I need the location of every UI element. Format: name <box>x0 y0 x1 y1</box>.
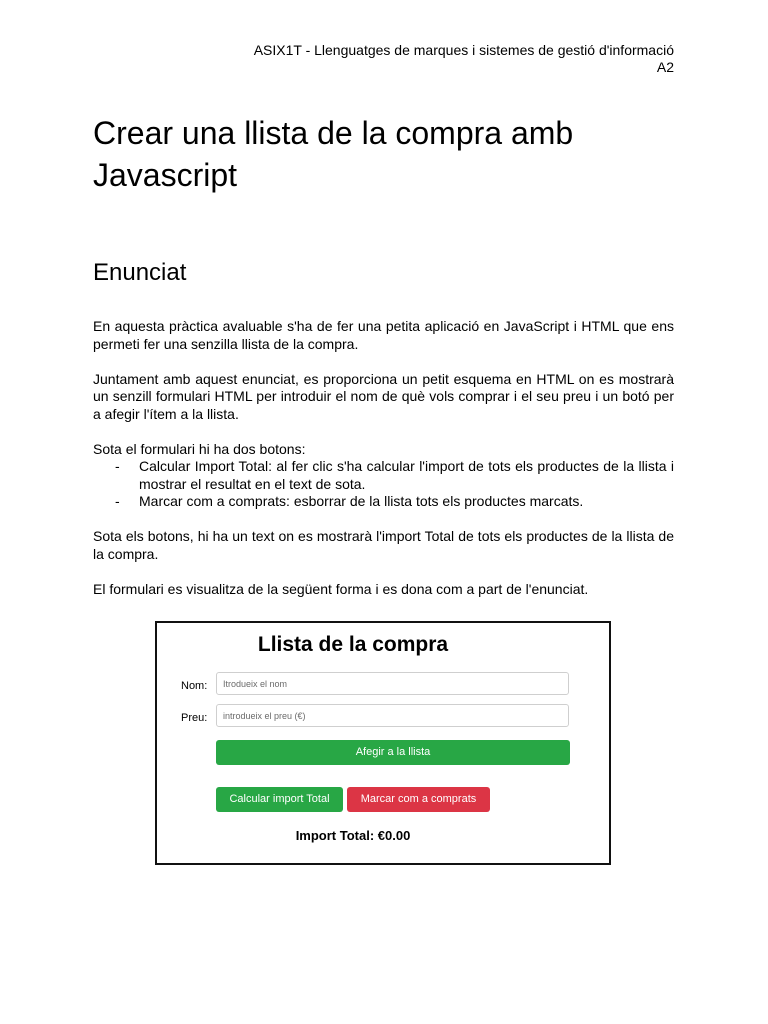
page-header <box>93 42 674 76</box>
mark-purchased-button[interactable]: Marcar com a comprats <box>347 787 490 812</box>
list-item-text: Marcar com a comprats: esborrar de la llista tots els productes marcats. <box>139 493 584 509</box>
form-title: Llista de la compra <box>257 633 449 656</box>
dash-bullet: - <box>115 493 120 509</box>
document-title: Crear una llista de la compra amb Javascript <box>93 115 574 193</box>
paragraph-form-visualization: El formulari es visualitza de la següent forma i es dona com a part de l'enunciat. <box>93 580 589 597</box>
section-heading: Enunciat <box>93 259 187 286</box>
dash-bullet: - <box>115 458 120 474</box>
form-screenshot-figure <box>155 621 611 865</box>
add-to-list-button[interactable]: Afegir a la llista <box>216 740 570 765</box>
list-item-text: Calcular Import Total: al fer clic s'ha calcular l'import de tots els productes de la llista i mostrar el resultat en el text de sota. <box>139 458 674 492</box>
price-label: Preu: <box>181 712 208 724</box>
header-course-line: ASIX1T - Llenguatges de marques i sistemes de gestió d'informació <box>253 42 674 58</box>
price-input[interactable] <box>216 704 569 727</box>
list-item <box>93 493 674 511</box>
paragraph-intro: En aquesta pràctica avaluable s'ha de fer una petita aplicació en JavaScript i HTML que ens permeti fer una senzilla llista de la compra. <box>93 318 674 352</box>
paragraph-buttons-intro: Sota el formulari hi ha dos botons: <box>93 440 306 457</box>
buttons-list <box>93 458 674 511</box>
name-label: Nom: <box>181 680 208 692</box>
calculate-total-button[interactable]: Calcular import Total <box>216 787 343 812</box>
paragraph-form-description: Juntament amb aquest enunciat, es proporciona un petit esquema en HTML on es mostrarà un senzill formulari HTML per introduir el nom de què vols comprar i el seu preu i un botó per a afegir l'ítem a la llista. <box>93 370 674 422</box>
total-amount-text: Import Total: €0.00 <box>295 828 411 843</box>
header-code-line: A2 <box>656 59 674 75</box>
name-input[interactable] <box>216 672 569 695</box>
paragraph-total-description: Sota els botons, hi ha un text on es mostrarà l'import Total de tots els productes de la llista de la compra. <box>93 528 674 562</box>
statement-body <box>93 318 674 616</box>
list-item <box>93 458 674 493</box>
